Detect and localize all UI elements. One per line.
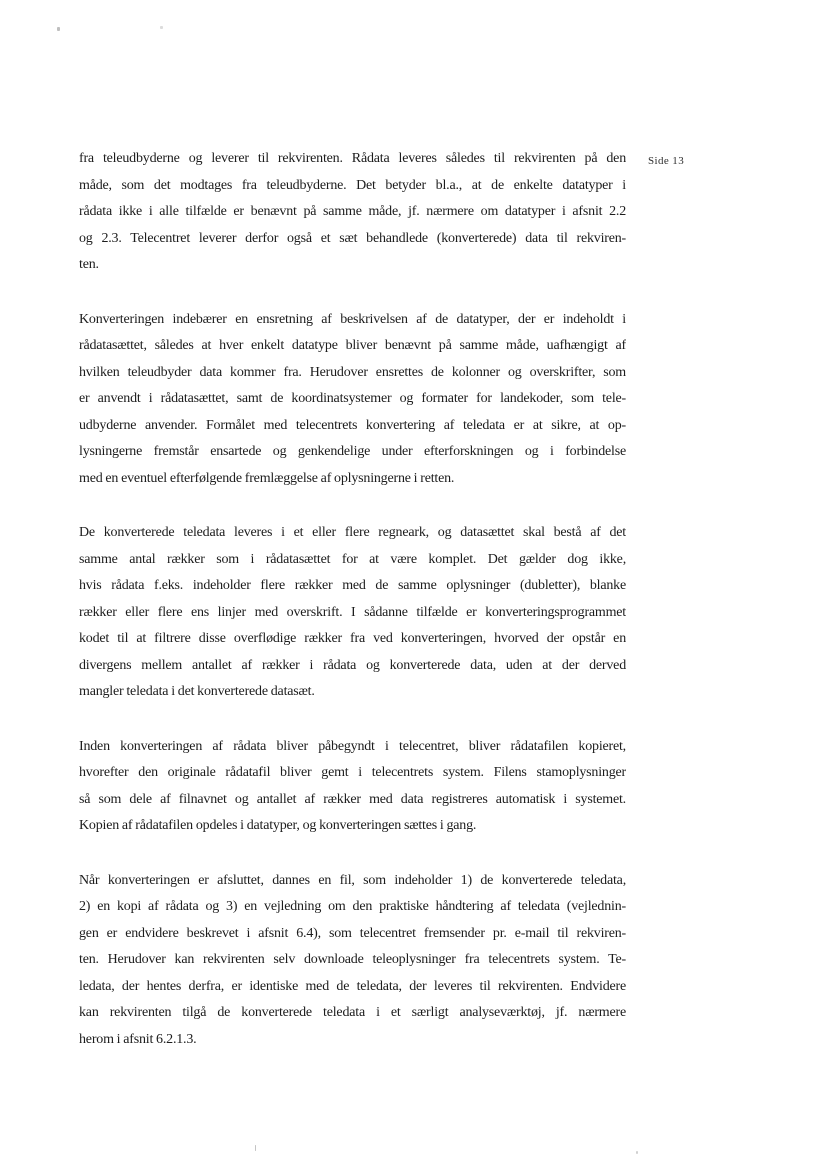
text-line: divergens mellem antallet af rækker i rådata og konverterede data, uden at der derved <box>79 657 626 673</box>
text-line: hvorefter den originale rådatafil bliver gemt i telecentrets system. Filens stamoplysninger <box>79 765 626 780</box>
text-line: rådata ikke i alle tilfælde er benævnt på samme måde, jf. nærmere om datatyper i afsnit 2.2 <box>79 204 626 219</box>
text-line: gen er endvidere beskrevet i afsnit 6.4), som telecentret fremsender pr. e-mail til rekviren- <box>79 925 626 941</box>
text-line: med en eventuel efterfølgende fremlæggelse af oplysningerne i retten. <box>79 470 455 486</box>
paragraph <box>79 146 626 279</box>
text-line: mangler teledata i det konverterede datasæt. <box>79 684 315 699</box>
paragraph <box>79 520 626 706</box>
text-line: lysningerne fremstår ensartede og genkendelige under efterforskningen og i forbindelse <box>79 444 626 459</box>
text-line: Konverteringen indebærer en ensretning af beskrivelsen af de datatyper, der er indeholdt i <box>79 311 626 327</box>
text-line: så som dele af filnavnet og antallet af rækker med data registreres automatisk i systemet. <box>79 791 626 807</box>
text-line: og 2.3. Telecentret leverer derfor også et sæt behandlede (konverterede) data til rekviren- <box>79 230 626 246</box>
text-line: kan rekvirenten tilgå de konverterede teledata i et særligt analyseværktøj, jf. nærmere <box>79 1005 626 1020</box>
text-line: Inden konverteringen af rådata bliver påbegyndt i telecentret, bliver rådatafilen kopieret, <box>79 738 626 754</box>
text-line: fra teleudbyderne og leverer til rekvirenten. Rådata leveres således til rekvirenten på den <box>79 151 626 166</box>
paragraph <box>79 307 626 493</box>
text-line: er anvendt i rådatasættet, samt de koordinatsystemer og formater for landekoder, som tele- <box>79 391 626 406</box>
paragraph <box>79 868 626 1054</box>
text-line: ten. Herudover kan rekvirenten selv downloade teleoplysninger fra telecentrets system. Te- <box>79 952 626 967</box>
text-line: De konverterede teledata leveres i et eller flere regneark, og datasættet skal bestå af det <box>79 525 626 540</box>
text-line: Kopien af rådatafilen opdeles i datatyper, og konverteringen sættes i gang. <box>79 818 477 833</box>
scan-speck <box>57 27 60 31</box>
text-line: udbyderne anvender. Formålet med telecentrets konvertering af teledata er at sikre, at op- <box>79 417 626 433</box>
text-line: rådatasættet, således at hver enkelt datatype bliver benævnt på samme måde, uafhængigt af <box>79 338 626 353</box>
text-line: kodet til at filtrere disse overflødige rækker fra ved konverteringen, hvorved der opstår en <box>79 631 626 646</box>
text-block <box>79 146 626 1081</box>
text-line: rækker eller flere ens linjer med overskrift. I sådanne tilfælde er konverteringsprogrammet <box>79 604 626 620</box>
scan-speck <box>160 26 163 29</box>
text-line: samme antal rækker som i rådatasættet for at være komplet. Det gælder dog ikke, <box>79 551 626 567</box>
text-line: hvilken teleudbyder data kommer fra. Herudover ensrettes de kolonner og overskrifter, som <box>79 364 626 380</box>
text-line: hvis rådata f.eks. indeholder flere rækker med de samme oplysninger (dubletter), blanke <box>79 578 626 593</box>
text-line: ten. <box>79 257 99 272</box>
scan-speck <box>636 1151 638 1154</box>
paragraph <box>79 734 626 840</box>
text-line: måde, som det modtages fra teleudbyderne. Det betyder bl.a., at de enkelte datatyper i <box>79 177 626 193</box>
text-line: ledata, der hentes derfra, er identiske med de teledata, der leveres til rekvirenten. Endvidere <box>79 978 626 994</box>
text-line: Når konverteringen er afsluttet, dannes en fil, som indeholder 1) de konverterede teledata, <box>79 872 626 888</box>
page-number-margin-note: Side 13 <box>648 155 685 167</box>
text-line: herom i afsnit 6.2.1.3. <box>79 1031 197 1047</box>
text-line: 2) en kopi af rådata og 3) en vejledning om den praktiske håndtering af teledata (vejlednin- <box>79 899 626 914</box>
scan-speck <box>255 1145 256 1151</box>
